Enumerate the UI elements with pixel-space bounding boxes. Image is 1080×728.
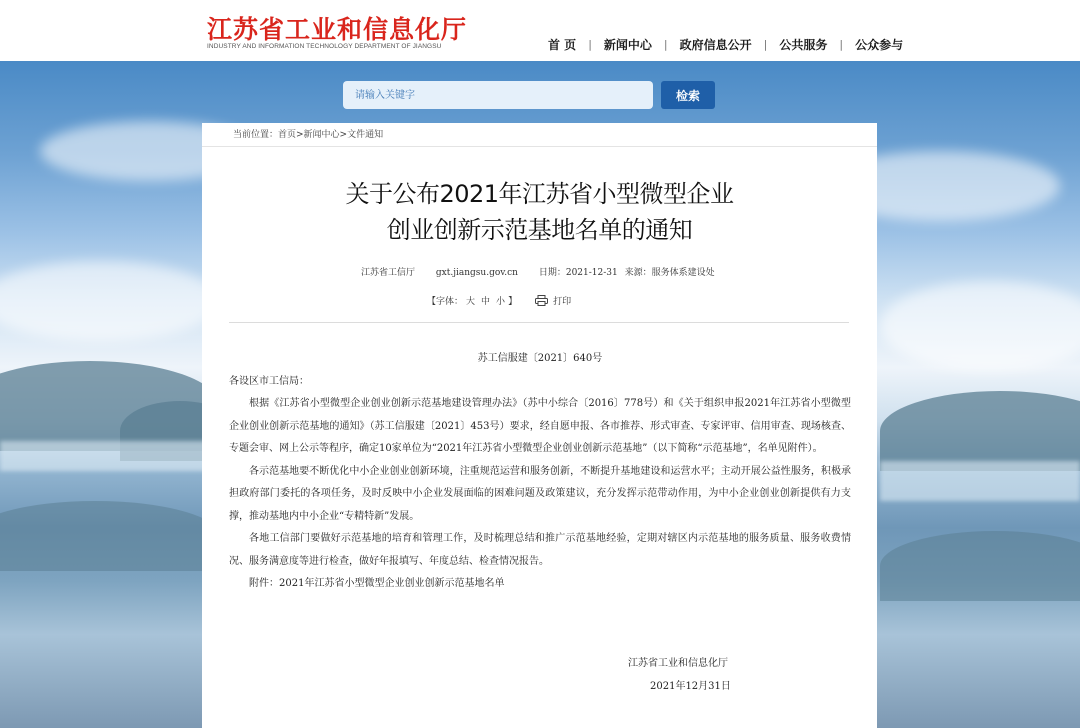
- article-title: [202, 176, 877, 248]
- attachment-link[interactable]: 附件：2021年江苏省小型微型企业创业创新示范基地名单: [249, 578, 505, 589]
- nav-item-public-service[interactable]: 公共服务: [779, 37, 828, 52]
- main-nav: [548, 36, 903, 52]
- hill-decoration: [880, 391, 1080, 471]
- water-decoration: [880, 461, 1080, 501]
- article-tools: [427, 294, 571, 307]
- font-size-label-end: 】: [508, 297, 518, 307]
- paragraph: 各示范基地要不断优化中小企业创业创新环境，注重规范运营和服务创新，不断提升基地建设和运营水平；主动开展公益性服务，积极承担政府部门委托的各项任务，及时反映中小企业发展面临的困难问题及政策建议，充分发挥示范带动作用，为中小企业创业创新提供有力支撑，推动基地内中小企业“专精特新”发展。: [229, 465, 851, 522]
- nav-item-gov-info[interactable]: 政府信息公开: [679, 37, 752, 52]
- site-header: [0, 0, 1080, 61]
- nav-separator: |: [839, 37, 844, 51]
- nav-separator: |: [663, 37, 668, 51]
- cloud-decoration: [0, 261, 220, 341]
- signature-block: [202, 652, 877, 698]
- site-logo-title[interactable]: 江苏省工业和信息化厅: [207, 15, 468, 44]
- hill-decoration: [0, 501, 220, 571]
- article-title-line: 创业创新示范基地名单的通知: [386, 216, 693, 244]
- nav-item-home[interactable]: 首 页: [548, 37, 577, 52]
- font-size-large[interactable]: 大: [466, 297, 476, 307]
- nav-item-news[interactable]: 新闻中心: [603, 37, 652, 52]
- nav-separator: |: [588, 37, 592, 51]
- salutation: 各设区市工信局：: [229, 375, 309, 387]
- meta-source: 来源：服务体系建设处: [624, 268, 715, 278]
- hill-decoration: [880, 531, 1080, 601]
- article-title-line: 关于公布2021年江苏省小型微型企业: [345, 180, 734, 208]
- print-button[interactable]: [535, 294, 571, 307]
- article-panel: [202, 123, 877, 728]
- nav-separator: |: [763, 37, 768, 51]
- meta-site: gxt.jiangsu.gov.cn: [435, 268, 518, 278]
- print-label: 打印: [553, 297, 572, 307]
- divider: [229, 322, 849, 323]
- font-size-label: 【字体：: [427, 297, 464, 307]
- document-number: 苏工信服建〔2021〕640号: [477, 353, 603, 364]
- paragraph: 根据《江苏省小型微型企业创业创新示范基地建设管理办法》（苏中小综合〔2016〕778号）和《关于组织申报2021年江苏省小型微型企业创业创新示范基地的通知》（苏工信服建〔2021〕453号）要求，经自愿申报、各市推荐、形式审查、专家评审、信用审查、现场核查、专题会审、网上公示等程序，确定10家单位为“2021年江苏省小型微型企业创业创新示范基地”（以下简称“示范基地”，名单见附件）。: [229, 398, 851, 454]
- search-input[interactable]: [343, 81, 653, 109]
- font-size-medium[interactable]: 中: [481, 297, 491, 307]
- article-body: [229, 348, 851, 596]
- meta-date: 日期：2021-12-31: [538, 268, 618, 278]
- signature-org: 江苏省工业和信息化厅: [628, 658, 728, 669]
- paragraph: 各地工信部门要做好示范基地的培育和管理工作，及时梳理总结和推广示范基地经验，定期对辖区内示范基地的服务质量、服务收费情况、服务满意度等进行检查，做好年报填写、年度总结、检查情况报告。: [229, 533, 851, 567]
- signature-date: 2021年12月31日: [650, 681, 731, 692]
- cloud-decoration: [880, 281, 1080, 371]
- breadcrumb: 当前位置：首页>新闻中心>文件通知: [202, 123, 877, 147]
- meta-publisher: 江苏省工信厅: [361, 268, 416, 278]
- article-meta: [361, 265, 733, 278]
- site-logo-subtitle: INDUSTRY AND INFORMATION TECHNOLOGY DEPARTMENT OF JIANGSU: [207, 43, 442, 50]
- water-decoration: [0, 441, 210, 471]
- search-button[interactable]: 检索: [661, 81, 715, 109]
- print-icon: [535, 295, 548, 306]
- font-size-small[interactable]: 小: [496, 297, 506, 307]
- nav-item-participation[interactable]: 公众参与: [855, 37, 904, 52]
